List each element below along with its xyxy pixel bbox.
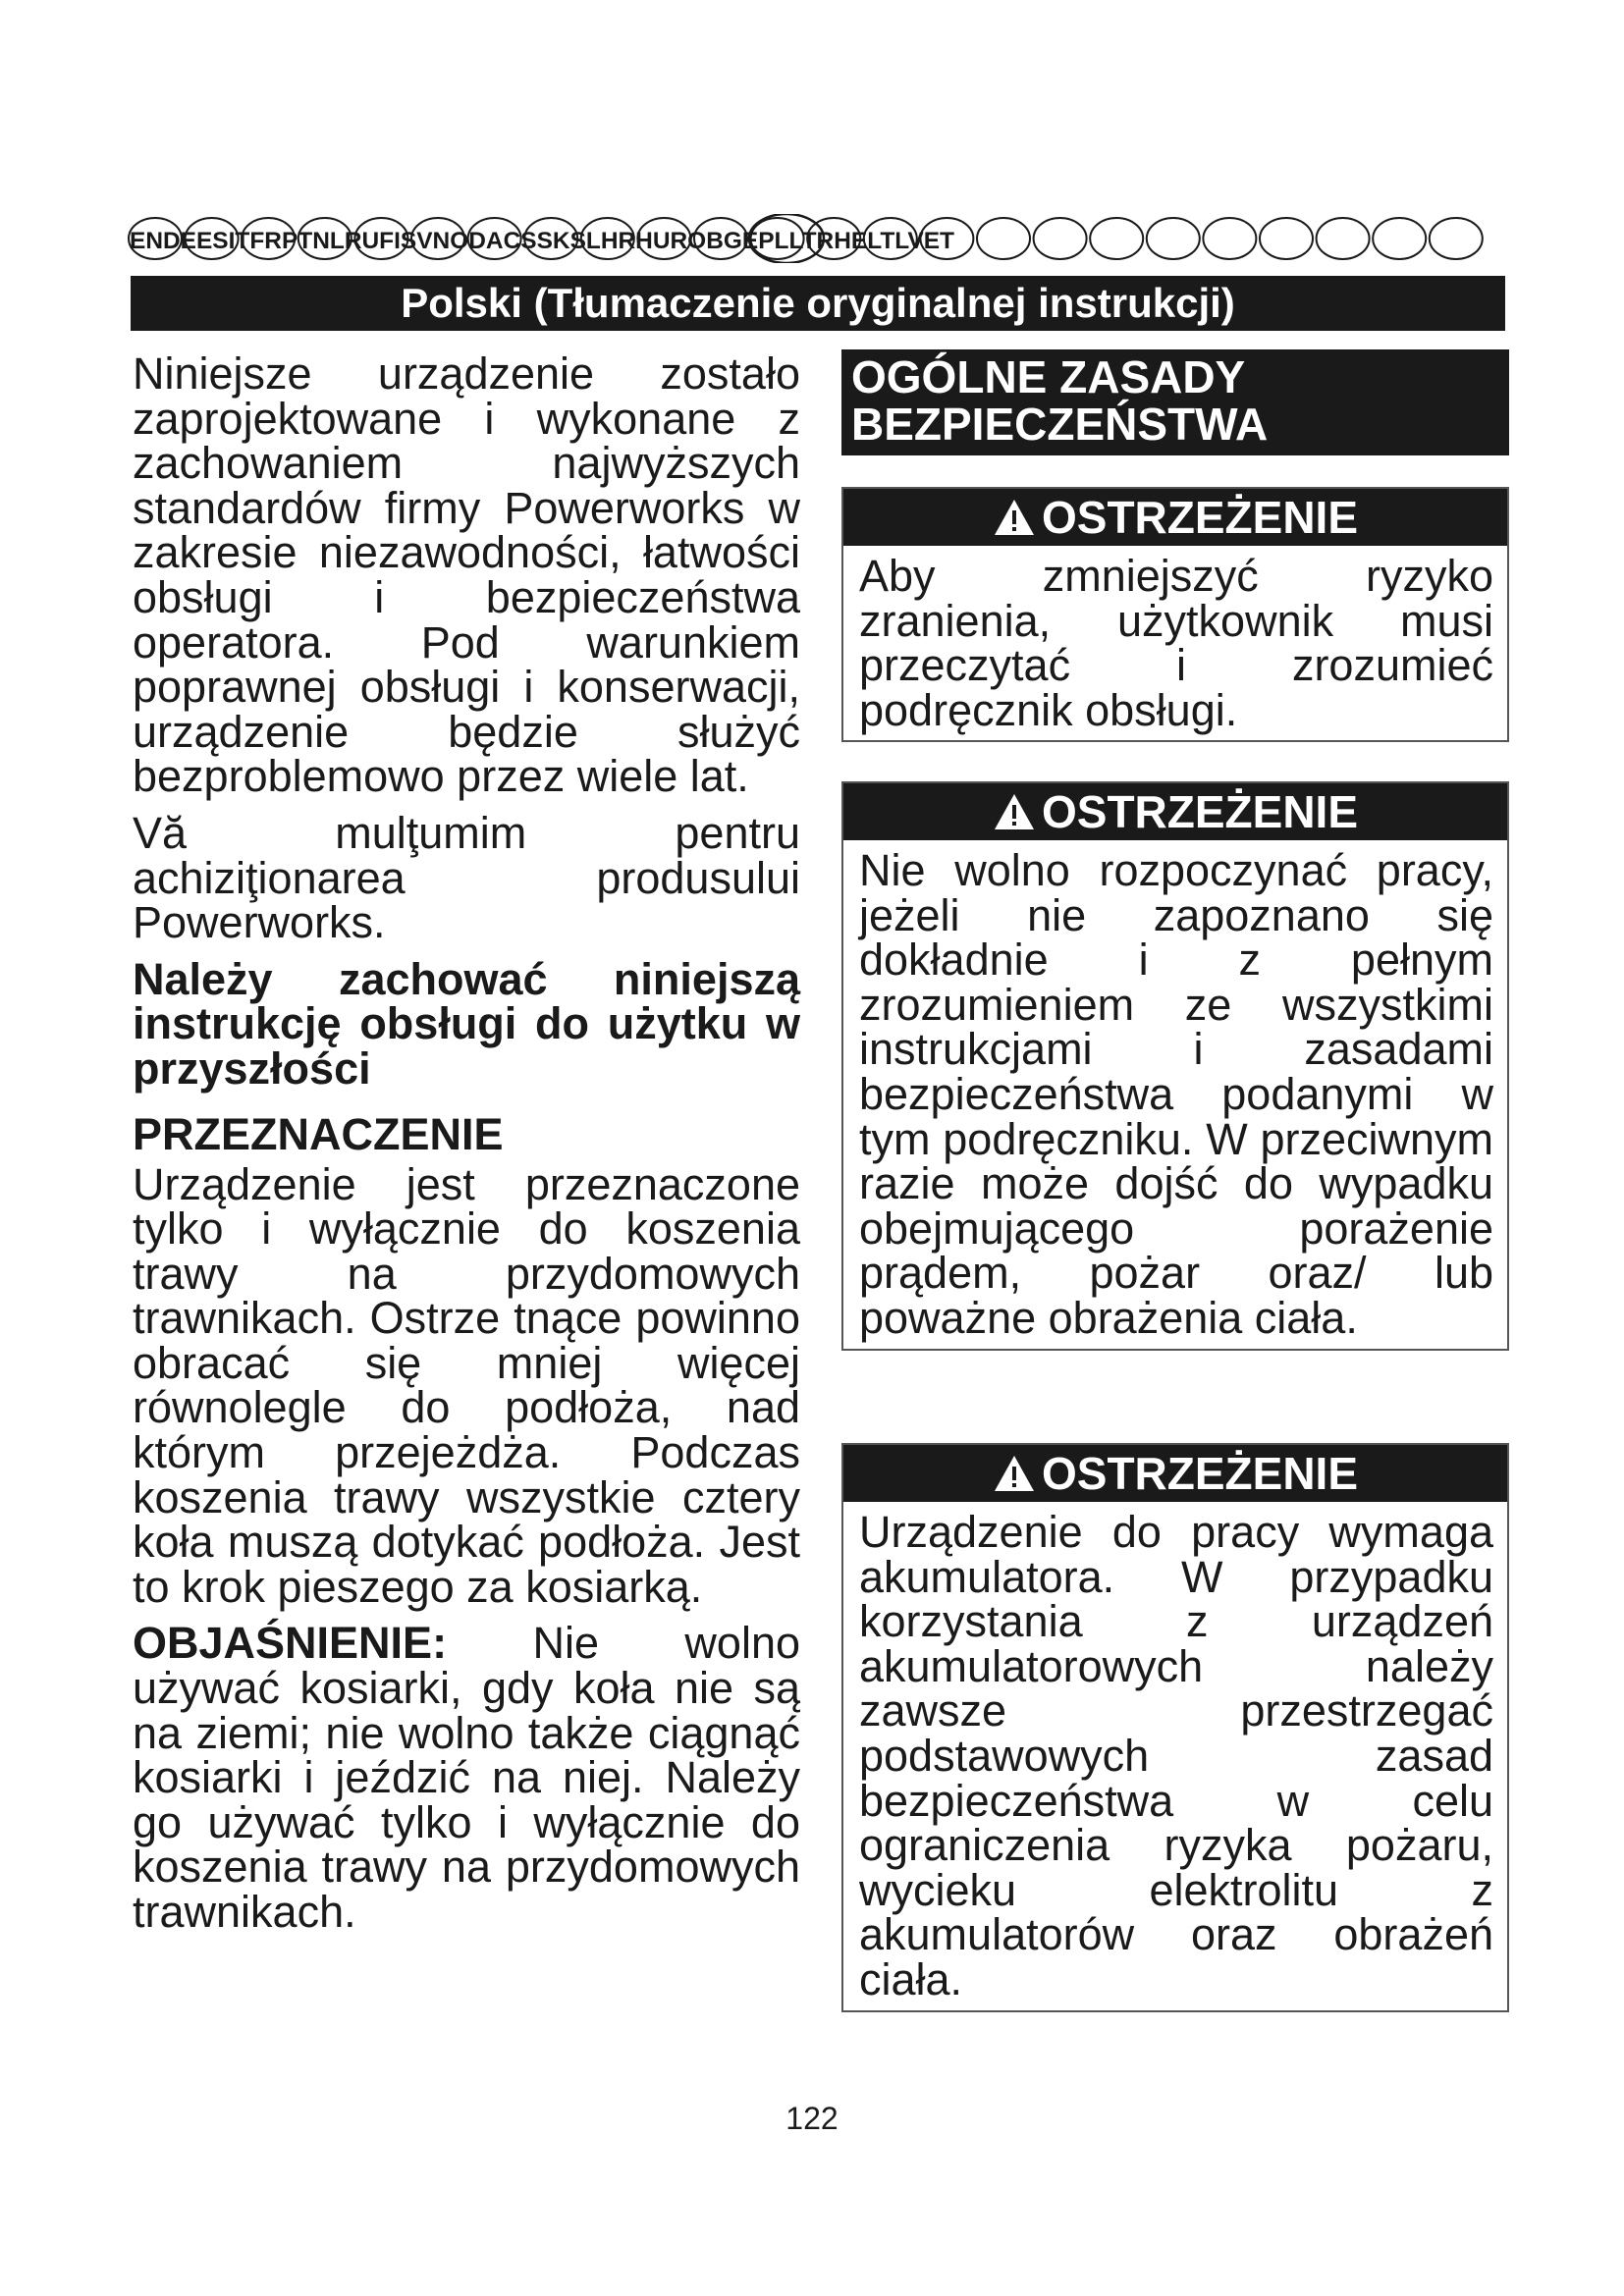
warning-header <box>843 1445 1507 1502</box>
language-tab-outline <box>1430 218 1483 259</box>
language-tab-outline <box>977 218 1030 259</box>
language-tab-outline <box>1034 218 1087 259</box>
warning-text: Nie wolno rozpoczynać pracy, jeżeli nie zapoznano się dokładnie i z pełnym zrozumieniem ze wszystkimi instrukcjami i zasadami bezpieczeństwa podanymi w tym podręczniku. W przeciwnym razie może dojść do wypadku obejmującego porażenie prądem, pożar oraz/ lub poważne obrażenia ciała. <box>859 845 1493 1343</box>
safety-section-heading: OGÓLNE ZASADY BEZPIECZEŃSTWA <box>841 349 1509 455</box>
purpose-paragraph: Urządzenie jest przeznaczone tylko i wyłącznie do koszenia trawy na przydomowych trawnikach. Ostrze tnące powinno obracać się mniej więcej równolegle do podłoża, nad którym przejeżdża. Podczas koszenia trawy wszystkie cztery koła muszą dotykać podłoża. Jest to krok pieszego za kosiarką. <box>133 1158 800 1612</box>
intro-paragraph: Niniejsze urządzenie zostało zaprojektowane i wykonane z zachowaniem najwyższych standardów firmy Powerworks w zakresie niezawodności, łatwości obsługi i bezpieczeństwa operatora. Pod warunkiem poprawnej obsługi i konserwacji, urządzenie będzie służyć bezproblemowo przez wiele lat. <box>133 348 800 802</box>
language-tab-outline <box>1317 218 1370 259</box>
keep-manual-notice: Należy zachować niniejszą instrukcję obsługi do użytku w przyszłości <box>133 953 800 1094</box>
warning-title: OSTRZEŻENIE <box>1041 786 1359 837</box>
warning-box-2 <box>841 781 1509 1351</box>
left-column <box>133 348 800 1947</box>
note-text: Nie wolno używać kosiarki, gdy koła nie są na ziemi; nie wolno także ciągnąć kosiarki i jeździć na niej. Należy go używać tylko i wyłącznie do koszenia trawy na przydomowych trawnikach. <box>133 1618 800 1937</box>
thanks-paragraph: Vă mulţumim pentru achiziţionarea produsului Powerworks. <box>133 807 800 948</box>
language-tabs <box>126 214 1510 263</box>
right-column <box>841 349 1509 2004</box>
warning-box-1 <box>841 487 1509 742</box>
warning-title: OSTRZEŻENIE <box>1041 1448 1359 1499</box>
warning-triangle-icon <box>993 1454 1036 1493</box>
language-selector <box>126 214 1510 263</box>
warning-header <box>843 489 1507 546</box>
language-codes: ENDEESITFRPTNLRUFISVNODACSSKSLHRHUROBGEPLLTRHELTLVET <box>130 228 955 254</box>
warning-text: Aby zmniejszyć ryzyko zranienia, użytkownik musi przeczytać i zrozumieć podręcznik obsługi. <box>859 551 1493 735</box>
warning-triangle-icon <box>993 498 1036 537</box>
warning-title: OSTRZEŻENIE <box>1041 492 1359 543</box>
page-title-banner: Polski (Tłumaczenie oryginalnej instrukcji) <box>131 276 1505 331</box>
warning-text: Urządzenie do pracy wymaga akumulatora. W przypadku korzystania z urządzeń akumulatorowych należy zawsze przestrzegać podstawowych zasad bezpieczeństwa w celu ograniczenia ryzyka pożaru, wycieku elektrolitu z akumulatorów oraz obrażeń ciała. <box>859 1507 1493 2004</box>
language-tab-outline <box>1147 218 1200 259</box>
note-paragraph <box>133 1618 800 1937</box>
language-tab-outline <box>1203 218 1256 259</box>
language-tab-outline <box>1260 218 1313 259</box>
note-label: OBJAŚNIENIE: <box>133 1618 448 1669</box>
language-tab-outline <box>1090 218 1143 259</box>
warning-header <box>843 783 1507 840</box>
language-tab-outline <box>1373 218 1426 259</box>
purpose-heading: PRZEZNACZENIE <box>133 1108 504 1159</box>
warning-triangle-icon <box>993 792 1036 831</box>
warning-box-3 <box>841 1443 1509 2012</box>
page-number: 122 <box>785 2101 839 2136</box>
